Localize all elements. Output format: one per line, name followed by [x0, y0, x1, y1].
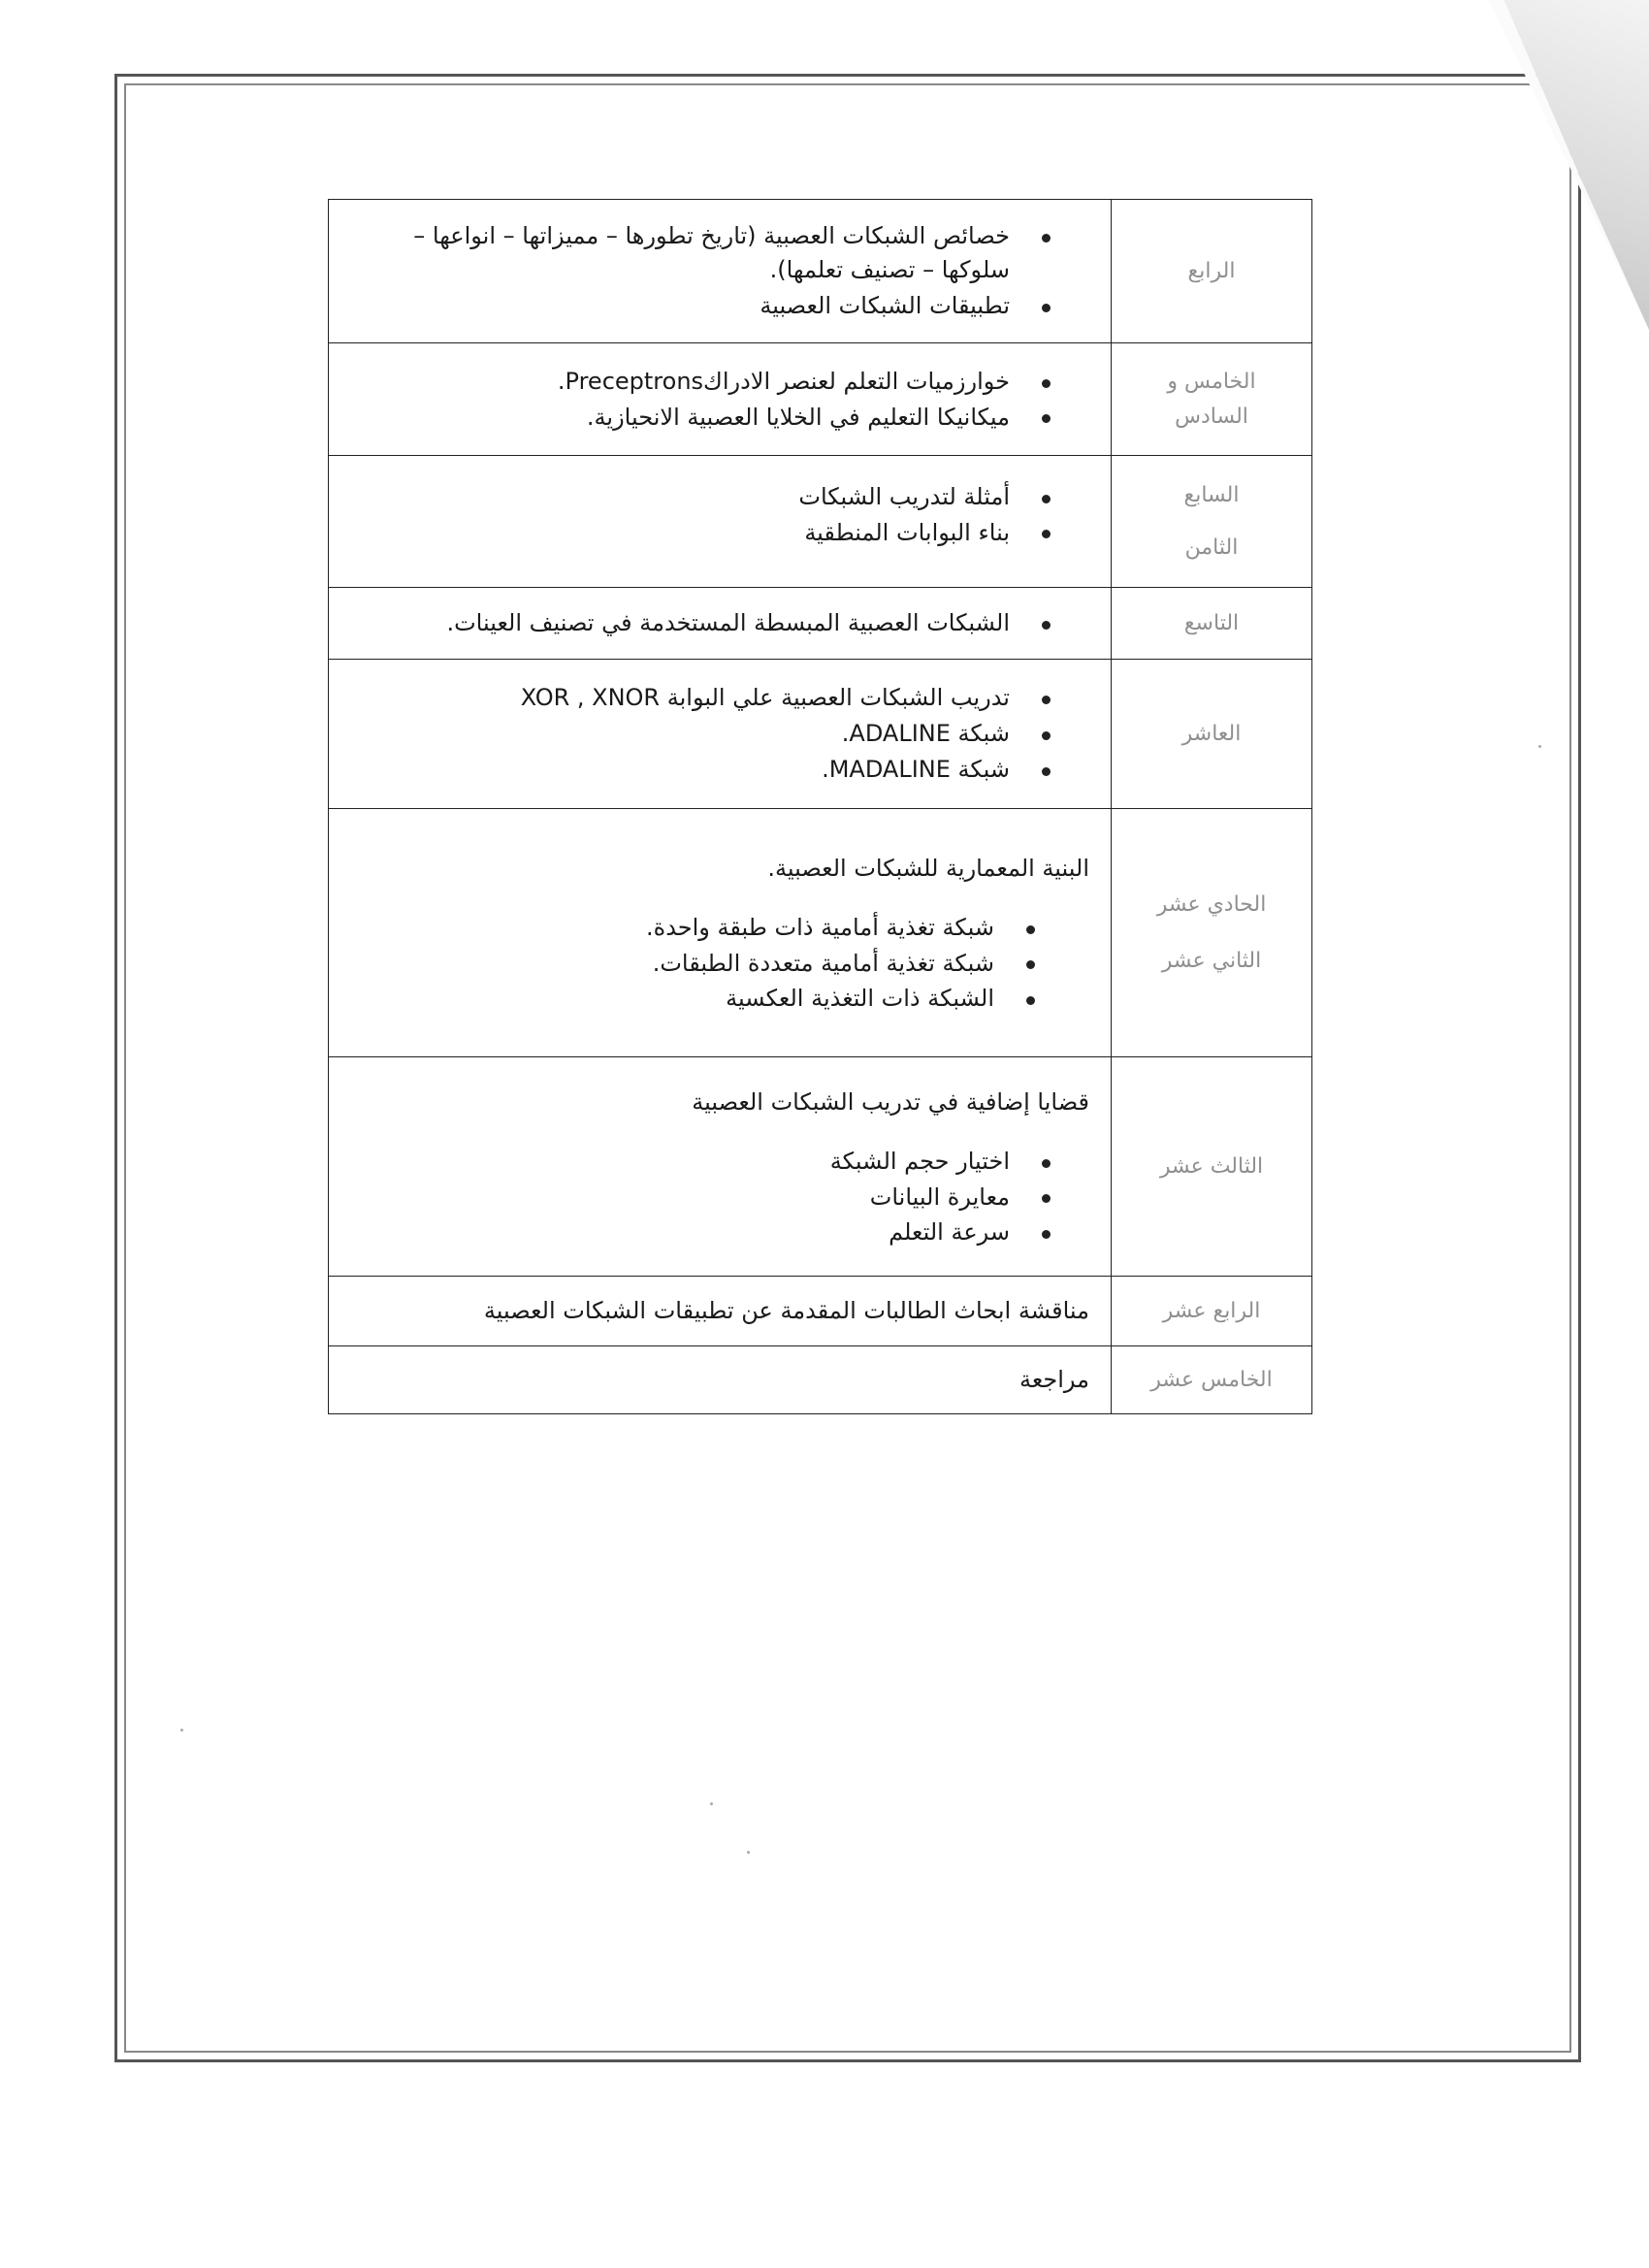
week-label: التاسع: [1183, 610, 1240, 635]
topic-list: [358, 480, 1099, 550]
week-cell: [1112, 456, 1312, 588]
week-cell: [1112, 343, 1312, 456]
section-heading: البنية المعمارية للشبكات العصبية.: [767, 854, 1089, 882]
course-schedule-table: [328, 199, 1312, 1414]
topic-list: [358, 606, 1099, 640]
week-label: الثالث عشر: [1159, 1153, 1264, 1179]
topic-list: [358, 681, 1099, 786]
week-label: الثامن: [1184, 535, 1239, 560]
week-cell: [1112, 660, 1312, 809]
topic-item: شبكة تغذية أمامية ذات طبقة واحدة.: [358, 911, 1099, 945]
topic-item: تدريب الشبكات العصبية علي البوابة XOR , XNOR: [358, 681, 1099, 715]
topics-cell: [329, 660, 1112, 809]
week-cell: [1112, 1277, 1312, 1346]
topic-item: تطبيقات الشبكات العصبية: [358, 289, 1099, 323]
week-label: الخامس عشر: [1150, 1367, 1273, 1392]
week-cell: [1112, 588, 1312, 660]
week-label: الخامس و: [1167, 370, 1256, 395]
week-label: الثاني عشر: [1161, 948, 1262, 973]
week-label: الرابع عشر: [1162, 1298, 1261, 1323]
week-label: السادس: [1175, 404, 1248, 429]
table-row: [329, 1277, 1312, 1346]
topic-item: سرعة التعلم: [358, 1215, 1099, 1249]
topic-item: شبكة ADALINE.: [358, 717, 1099, 751]
topics-cell: [329, 809, 1112, 1057]
table-row: [329, 809, 1312, 1057]
week-cell: [1112, 809, 1312, 1057]
topic-text: مراجعة: [1018, 1366, 1089, 1394]
table-row: [329, 1057, 1312, 1277]
topic-text: مناقشة ابحاث الطالبات المقدمة عن تطبيقات الشبكات العصبية: [483, 1297, 1089, 1325]
topics-cell: [329, 588, 1112, 660]
topic-item: خوارزميات التعلم لعنصر الادراكPreceptrons.: [358, 365, 1099, 399]
topic-list: [358, 1145, 1099, 1249]
topics-cell: [329, 456, 1112, 588]
topics-cell: [329, 200, 1112, 343]
section-heading: قضايا إضافية في تدريب الشبكات العصبية: [692, 1087, 1089, 1116]
topics-cell: [329, 1057, 1112, 1277]
topic-item: الشبكات العصبية المبسطة المستخدمة في تصنيف العينات.: [358, 606, 1099, 640]
table-row: [329, 456, 1312, 588]
topic-list: [358, 365, 1099, 435]
week-cell: [1112, 200, 1312, 343]
topics-cell: [329, 1277, 1112, 1346]
topic-list: [358, 911, 1099, 1016]
week-label: السابع: [1183, 483, 1240, 508]
week-label: الرابع: [1187, 258, 1236, 283]
table-row: [329, 660, 1312, 809]
week-label: العاشر: [1181, 721, 1242, 746]
scan-speck: [710, 1802, 713, 1805]
table-row: [329, 343, 1312, 456]
week-label: الحادي عشر: [1156, 892, 1267, 918]
week-cell: [1112, 1057, 1312, 1277]
topic-item: أمثلة لتدريب الشبكات: [358, 480, 1099, 514]
topic-item: ميكانيكا التعليم في الخلايا العصبية الانحيازية.: [358, 401, 1099, 435]
scan-speck: [747, 1851, 750, 1854]
table-row: [329, 1346, 1312, 1414]
scan-speck: [180, 1729, 183, 1732]
topic-list: [358, 219, 1099, 322]
topic-item: خصائص الشبكات العصبية (تاريخ تطورها – مميزاتها – انواعها – سلوكها – تصنيف تعلمها).: [358, 219, 1099, 287]
topic-item: اختيار حجم الشبكة: [358, 1145, 1099, 1179]
topics-cell: [329, 343, 1112, 456]
table-row: [329, 588, 1312, 660]
topic-item: معايرة البيانات: [358, 1181, 1099, 1215]
topic-item: شبكة تغذية أمامية متعددة الطبقات.: [358, 947, 1099, 981]
scan-speck: [1538, 745, 1541, 748]
topic-item: بناء البوابات المنطقية: [358, 516, 1099, 550]
topic-item: الشبكة ذات التغذية العكسية: [358, 982, 1099, 1016]
week-cell: [1112, 1346, 1312, 1414]
table-row: [329, 200, 1312, 343]
topics-cell: [329, 1346, 1112, 1414]
topic-item: شبكة MADALINE.: [358, 753, 1099, 787]
